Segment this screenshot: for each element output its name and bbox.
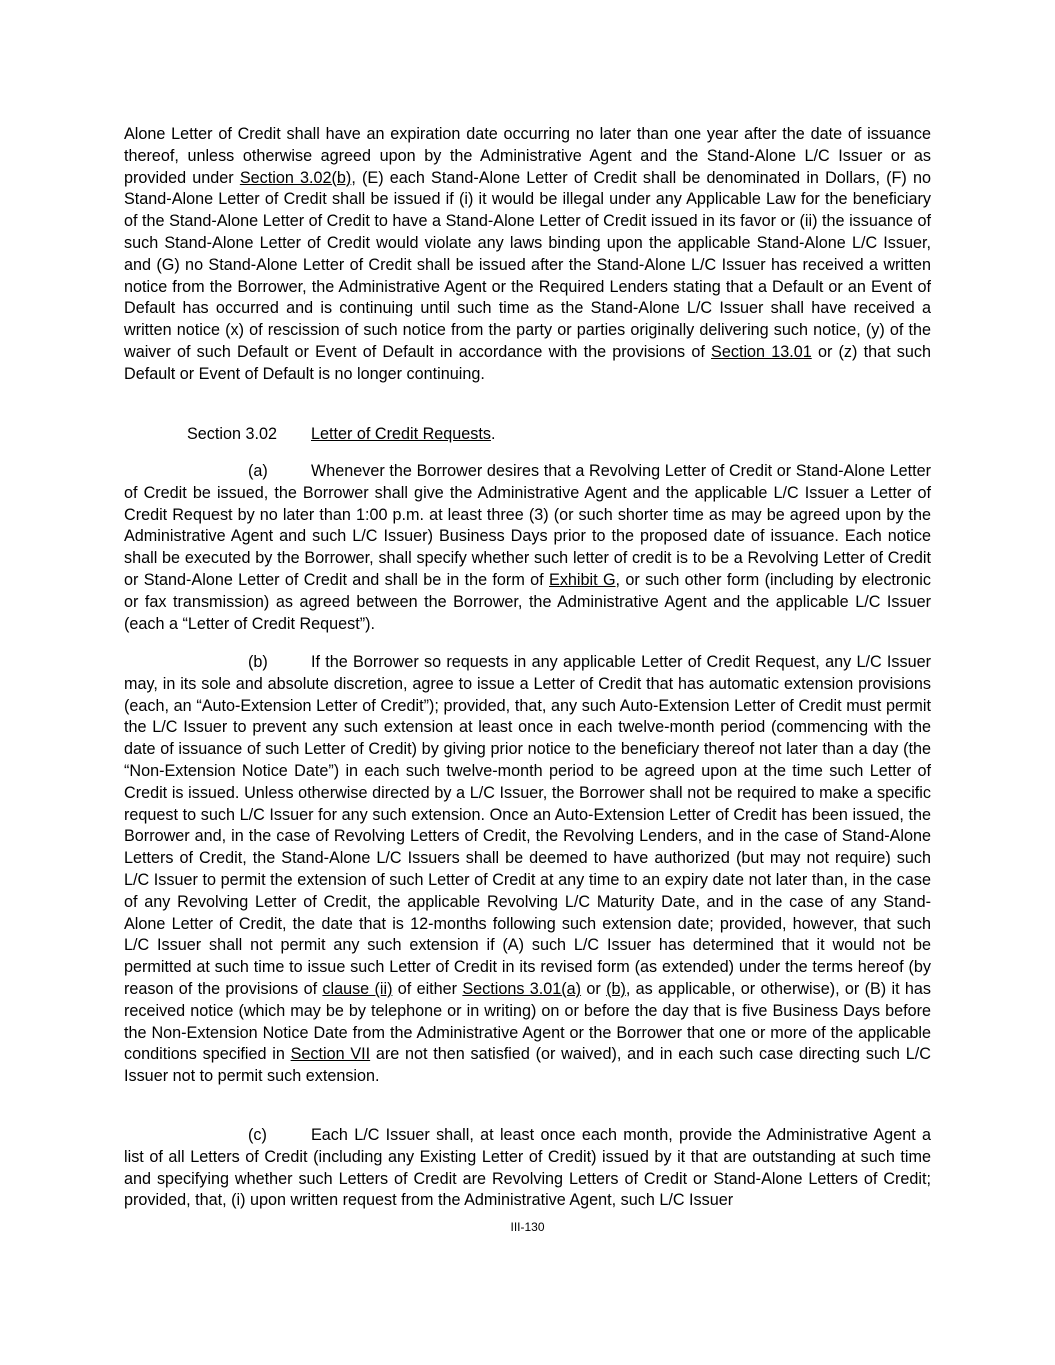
section-title-period: . <box>490 425 496 443</box>
section-heading <box>124 424 994 446</box>
paragraph-a-marker: (a) <box>248 462 268 480</box>
paragraph-c <box>124 1125 931 1212</box>
paragraph-b-text-1: If the Borrower so requests in any applicable Letter of Credit Request, any L/C Issuer may, in its sole and absolute discretion, agree to issue a Letter of Credit that has automatic extension provisions (each, an “Auto-Extension Letter of Credit”); provided, that, any such Auto-Extension Letter of Credit must permit the L/C Issuer to prevent any such extension at least once in each twelve-month period (commencing with the date of issuance of such Letter of Credit) by giving prior notice to the beneficiary thereof not later than a day (the “Non-Extension Notice Date”) in each such twelve-month period to be agreed upon at the time such Letter of Credit is issued. Unless otherwise directed by a L/C Issuer, the Borrower shall not be required to make a specific request to such L/C Issuer for any such extension. Once an Auto-Extension Letter of Credit has been issued, the Borrower and, in the case of Revolving Letters of Credit, the Revolving Lenders, and in the case of Stand-Alone Letters of Credit, the Stand-Alone L/C Issuers shall be deemed to have authorized (but may not require) such L/C Issuer to permit the extension of such Letter of Credit at any time to an expiry date not later than, in the case of any Revolving Letter of Credit, the applicable Revolving L/C Maturity Date, and in the case of any Stand-Alone Letter of Credit, the date that is 12-months following such extension date; provided, however, that such L/C Issuer shall not permit any such extension if (A) such L/C Issuer has determined that it would not be permitted at such time to issue such Letter of Credit in its revised form (as extended) under the terms hereof (by reason of the provisions of <box>124 653 931 998</box>
intro-text-3: or (z) that such Default or Event of Default is no longer continuing. <box>124 342 931 383</box>
paragraph-c-text-1: Each L/C Issuer shall, at least once each month, provide the Administrative Agent a list of all Letters of Credit (including any Existing Letter of Credit) issued by it that are outstanding at such time and specifying whether such Letters of Credit are Revolving Letters of Credit or Stand-Alone Letters of Credit; provided, that, (i) upon written request from the Administrative Agent, such L/C Issuer <box>124 1126 931 1210</box>
intro-paragraph <box>124 124 931 386</box>
section-number: Section 3.02 <box>187 425 277 443</box>
intro-text-2: , (E) each Stand-Alone Letter of Credit shall be denominated in Dollars, (F) no Stand-Alone Letter of Credit shall be issued if (i) it would be illegal under any Applicable Law for the beneficiary of the Stand-Alone Letter of Credit to have a Stand-Alone Letter of Credit issued in its favor or (ii) the issuance of such Stand-Alone Letter of Credit would violate any laws binding upon the applicable Stand-Alone L/C Issuer, and (G) no Stand-Alone Letter of Credit shall be issued after the Stand-Alone L/C Issuer has received a written notice from the Borrower, the Administrative Agent or the Required Lenders stating that a Default or an Event of Default has occurred and is continuing until such time as the Stand-Alone L/C Issuer shall have received a written notice (x) of rescission of such notice from the party or parties originally delivering such notice, (y) of the waiver of such Default or Event of Default in accordance with the provisions of <box>124 168 932 361</box>
paragraph-b-text-5: are not then satisfied (or waived), and in each such case directing such L/C Issuer not to permit such extension. <box>124 1045 931 1086</box>
page-number: III-130 <box>510 1220 545 1234</box>
paragraph-a-text-2: , or such other form (including by electronic or fax transmission) as agreed between the Borrower, the Administrative Agent and the applicable L/C Issuer (each a “Letter of Credit Request”). <box>124 570 931 633</box>
section-vii-reference: Section VII <box>290 1045 371 1064</box>
paragraph-b-marker: (b) <box>248 653 268 671</box>
paragraph-c-marker: (c) <box>248 1126 267 1144</box>
paragraph-a <box>124 461 931 635</box>
paragraph-b-text-4: , as applicable, or otherwise), or (B) it has received notice (which may be by telephone or in writing) on or before the day that is five Business Days before the Non-Extension Notice Date from the Administrative Agent or the Borrower that one or more of the applicable conditions specified in <box>124 979 931 1064</box>
intro-text-1: Alone Letter of Credit shall have an expiration date occurring no later than one year after the date of issuance thereof, unless otherwise agreed upon by the Administrative Agent and the Stand-Alone L/C Issuer or as provided under <box>124 125 931 187</box>
clause-ii-reference: clause (ii) <box>322 979 393 998</box>
paragraph-b-text-2: of either <box>392 979 463 998</box>
section-13-01-reference: Section 13.01 <box>711 342 812 361</box>
section-3-02b-reference: Section 3.02(b) <box>239 168 352 187</box>
paragraph-b <box>124 652 931 1088</box>
paragraph-b-text-3: or <box>581 979 607 998</box>
exhibit-g-reference: Exhibit G <box>549 570 616 589</box>
subsection-b-reference: (b) <box>606 979 626 998</box>
sections-3-01a-reference: Sections 3.01(a) <box>462 979 582 998</box>
paragraph-a-text-1: Whenever the Borrower desires that a Revolving Letter of Credit or Stand-Alone Letter of Credit be issued, the Borrower shall give the Administrative Agent and the applicable L/C Issuer a Letter of Credit Request by no later than 1:00 p.m. at least three (3) (or such shorter time as may be agreed upon by the Administrative Agent and such L/C Issuer) Business Days prior to the proposed date of issuance. Each notice shall be executed by the Borrower, shall specify whether such letter of credit is to be a Revolving Letter of Credit or Stand-Alone Letter of Credit and shall be in the form of <box>124 462 931 589</box>
section-title: Letter of Credit Requests <box>311 425 491 443</box>
